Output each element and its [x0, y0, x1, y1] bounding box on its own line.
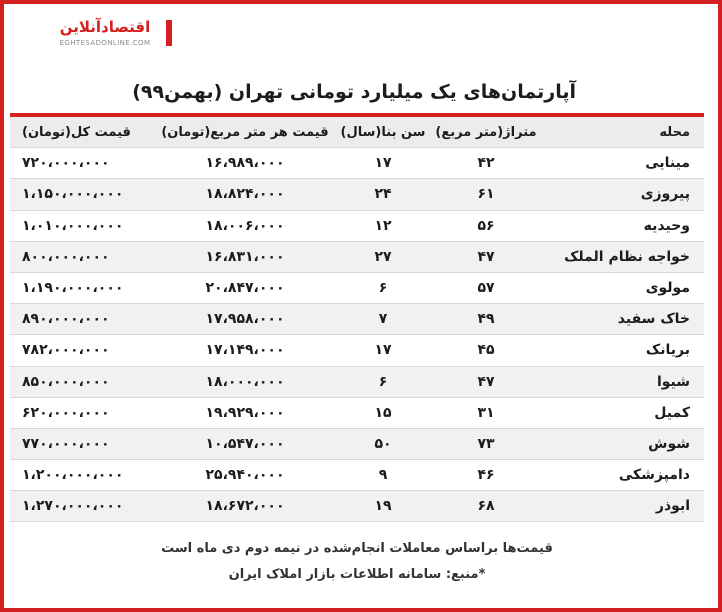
cell-size: ۴۶: [432, 460, 540, 491]
price-table-sheet: [10, 72, 704, 534]
cell-price-per-meter: ۲۵،۹۴۰،۰۰۰: [156, 460, 334, 491]
cell-age: ۵۰: [334, 428, 432, 459]
table-row: [10, 397, 704, 428]
table-row: [10, 335, 704, 366]
cell-age: ۷: [334, 304, 432, 335]
note-basis: قیمت‌ها براساس معاملات انجام‌شده در نیمه دوم دی ماه است: [161, 541, 553, 556]
cell-area: کمیل: [540, 397, 704, 428]
cell-price-per-meter: ۱۰،۵۴۷،۰۰۰: [156, 428, 334, 459]
cell-size: ۵۶: [432, 210, 540, 241]
logo-mark-icon: [166, 20, 172, 46]
cell-age: ۱۷: [334, 335, 432, 366]
cell-price-per-meter: ۱۸،۶۷۲،۰۰۰: [156, 491, 334, 522]
cell-total-price: ۷۸۲،۰۰۰،۰۰۰: [10, 335, 156, 366]
cell-area: شیوا: [540, 366, 704, 397]
cell-size: ۷۳: [432, 428, 540, 459]
cell-price-per-meter: ۱۸،۸۲۴،۰۰۰: [156, 179, 334, 210]
cell-area: خاک سفید: [540, 304, 704, 335]
cell-age: ۱۷: [334, 148, 432, 179]
table-row: [10, 272, 704, 303]
table-header-row: [10, 117, 704, 148]
table-row: [10, 148, 704, 179]
cell-price-per-meter: ۱۷،۹۵۸،۰۰۰: [156, 304, 334, 335]
col-header-age: سن بنا(سال): [334, 117, 432, 148]
cell-area: مولوی: [540, 272, 704, 303]
cell-age: ۱۲: [334, 210, 432, 241]
cell-age: ۶: [334, 366, 432, 397]
cell-area: مینایی: [540, 148, 704, 179]
cell-size: ۶۱: [432, 179, 540, 210]
table-row: [10, 304, 704, 335]
table-row: [10, 428, 704, 459]
cell-price-per-meter: ۱۸،۰۰۰،۰۰۰: [156, 366, 334, 397]
table-row: [10, 210, 704, 241]
table-row: [10, 179, 704, 210]
cell-total-price: ۷۲۰،۰۰۰،۰۰۰: [10, 148, 156, 179]
table-title: آپارتمان‌های یک میلیارد تومانی تهران (بهمن۹۹): [132, 81, 576, 103]
cell-age: ۲۷: [334, 241, 432, 272]
cell-area: خواجه نظام الملک: [540, 241, 704, 272]
cell-size: ۴۹: [432, 304, 540, 335]
cell-price-per-meter: ۲۰،۸۴۷،۰۰۰: [156, 272, 334, 303]
cell-price-per-meter: ۱۸،۰۰۶،۰۰۰: [156, 210, 334, 241]
cell-price-per-meter: ۱۹،۹۲۹،۰۰۰: [156, 397, 334, 428]
cell-total-price: ۷۷۰،۰۰۰،۰۰۰: [10, 428, 156, 459]
cell-total-price: ۶۲۰،۰۰۰،۰۰۰: [10, 397, 156, 428]
col-header-total-price: قیمت کل(تومان): [10, 117, 156, 148]
cell-age: ۲۴: [334, 179, 432, 210]
cell-area: دامپزشکی: [540, 460, 704, 491]
cell-total-price: ۱،۲۰۰،۰۰۰،۰۰۰: [10, 460, 156, 491]
col-header-price-per-meter: قیمت هر متر مربع(تومان): [156, 117, 334, 148]
cell-size: ۵۷: [432, 272, 540, 303]
cell-total-price: ۱،۲۷۰،۰۰۰،۰۰۰: [10, 491, 156, 522]
cell-total-price: ۸۰۰،۰۰۰،۰۰۰: [10, 241, 156, 272]
cell-area: پیروزی: [540, 179, 704, 210]
table-row: [10, 241, 704, 272]
cell-price-per-meter: ۱۶،۹۸۹،۰۰۰: [156, 148, 334, 179]
cell-total-price: ۱،۰۱۰،۰۰۰،۰۰۰: [10, 210, 156, 241]
cell-area: بریانک: [540, 335, 704, 366]
cell-price-per-meter: ۱۷،۱۴۹،۰۰۰: [156, 335, 334, 366]
logo-name: اقتصادآنلاین: [59, 18, 151, 36]
cell-age: ۱۹: [334, 491, 432, 522]
price-table: [10, 117, 704, 522]
cell-size: ۳۱: [432, 397, 540, 428]
cell-size: ۴۷: [432, 241, 540, 272]
cell-area: ابوذر: [540, 491, 704, 522]
col-header-size: متراژ(متر مربع): [432, 117, 540, 148]
logo-domain: EGHTESADONLINE.COM: [59, 39, 151, 47]
cell-total-price: ۱،۱۵۰،۰۰۰،۰۰۰: [10, 179, 156, 210]
col-header-area: محله: [540, 117, 704, 148]
cell-area: وحیدیه: [540, 210, 704, 241]
table-row: [10, 366, 704, 397]
cell-size: ۴۵: [432, 335, 540, 366]
cell-size: ۴۷: [432, 366, 540, 397]
cell-total-price: ۸۵۰،۰۰۰،۰۰۰: [10, 366, 156, 397]
table-notes: [10, 536, 704, 588]
cell-age: ۱۵: [334, 397, 432, 428]
cell-age: ۶: [334, 272, 432, 303]
table-row: [10, 460, 704, 491]
table-row: [10, 491, 704, 522]
note-source: *منبع: سامانه اطلاعات بازار املاک ایران: [228, 567, 486, 582]
cell-total-price: ۸۹۰،۰۰۰،۰۰۰: [10, 304, 156, 335]
cell-age: ۹: [334, 460, 432, 491]
cell-price-per-meter: ۱۶،۸۳۱،۰۰۰: [156, 241, 334, 272]
cell-size: ۶۸: [432, 491, 540, 522]
cell-size: ۴۲: [432, 148, 540, 179]
brand-logo: [46, 16, 164, 56]
cell-area: شوش: [540, 428, 704, 459]
title-bar: [10, 72, 704, 117]
cell-total-price: ۱،۱۹۰،۰۰۰،۰۰۰: [10, 272, 156, 303]
